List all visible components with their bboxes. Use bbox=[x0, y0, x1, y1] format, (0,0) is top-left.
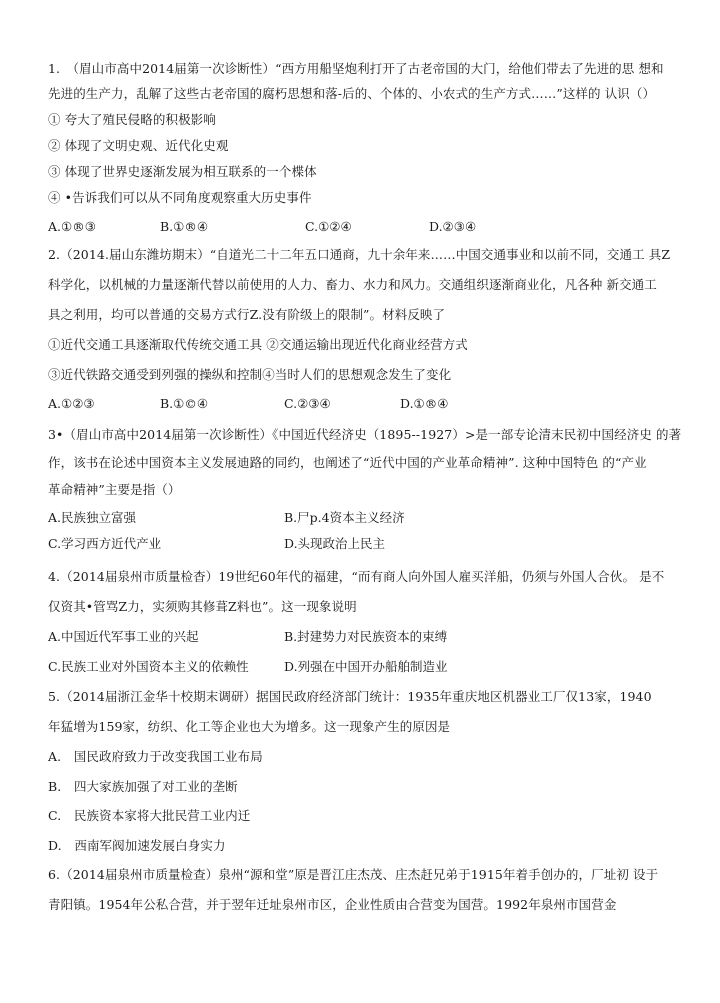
question-1-line-1: 1. （眉山市高中2014届第一次诊断性）“西方用船坚炮利打开了古老帝国的大门，给他们带去了先进的思 想和 bbox=[48, 61, 664, 76]
question-5-option-c: C. 民族资本家将大批民营工业内迁 bbox=[48, 808, 251, 823]
question-6-line-2: 青阳镇。1954年公私合营，并于翌年迁址泉州市区，企业性质由合营变为国营。1992年泉州市国营金 bbox=[48, 897, 617, 912]
question-2-option-a: A.①②③ bbox=[48, 396, 95, 411]
question-5-option-a: A. 国民政府致力于改变我国工业布局 bbox=[48, 749, 263, 764]
question-1-item-2: ② 体现了文明史观、近代化史观 bbox=[48, 138, 229, 153]
question-1-item-3: ③ 体现了世界史逐渐发展为相互联系的一个楪体 bbox=[48, 164, 317, 179]
question-4-option-a: A.中国近代军事工业的兴起 bbox=[48, 629, 199, 644]
question-1-item-4: ④ •告诉我们可以从不同角度观察重大历史事件 bbox=[48, 190, 312, 205]
question-1-option-b: B.①®④ bbox=[160, 219, 209, 234]
question-2-line-1: 2.（2014.届山东潍坊期末）“自道光二十二年五口通商，九十余年来……中国交通事业和以前不同，交通工 具Z bbox=[48, 247, 671, 262]
question-3-line-3: 革命精神”主要是指（） bbox=[48, 482, 181, 497]
question-4-option-b: B.封建势力对民族资本的束缚 bbox=[284, 629, 448, 644]
question-5-option-b: B. 四大家族加强了对工业的垄断 bbox=[48, 779, 238, 794]
question-3-option-a: A.民族独立富强 bbox=[48, 510, 137, 525]
question-3-option-d: D.头现政治上民主 bbox=[284, 536, 386, 551]
question-1-item-1: ① 夸大了殖民侵略的积极影响 bbox=[48, 112, 216, 127]
question-3-option-b: B.尸p.4资本主义经济 bbox=[284, 510, 405, 525]
question-5-option-d: D. 西南军阀加速发展白身实力 bbox=[48, 838, 226, 853]
question-2-option-d: D.①®④ bbox=[400, 396, 449, 411]
question-3-line-2: 作，该书在论述中国资本主义发展迪路的同约，也阐述了“近代中国的产业革命精神”. 这种中国特色 的“产业 bbox=[48, 455, 647, 470]
question-5-line-1: 5.（2014届浙江金华十校期末调研）据国民政府经济部门统计：1935年重庆地区机器业工厂仅13家，1940 bbox=[48, 689, 652, 704]
question-4-line-1: 4.（2014届泉州市质量检杳）19世纪60年代的福建，“而有商人向外国人雇买洋船，仍须与外国人合伙。 是不 bbox=[48, 569, 665, 584]
question-2-item-2: ③近代铁路交通受到列强的操纵和控制④当时人们的思想观念发生了变化 bbox=[48, 367, 452, 382]
question-2-line-2: 科学化，以机械的力量逐渐代替以前使用的人力、畜力、水力和风力。交通组织逐渐商业化，凡各种 新交通工 bbox=[48, 277, 657, 292]
question-1-option-a: A.①®③ bbox=[48, 219, 96, 234]
question-4-line-2: 仅资其•管骂Z力，实须购其修葺Z料也”。这一现象说明 bbox=[48, 599, 357, 614]
question-1-line-2: 先进的生产力，乱解了这些古老帝国的腐朽思想和落-后的、个体的、小农式的生产方式……”这样的 认识（） bbox=[48, 86, 656, 101]
question-6-line-1: 6.（2014届泉州市质量检查）泉州“源和堂”原是晋江庄杰茂、庄杰赶兄弟于1915年着手创办的，厂址初 设于 bbox=[48, 867, 659, 882]
question-2-option-c: C.②③④ bbox=[284, 396, 331, 411]
question-5-line-2: 年猛增为159家，纺织、化工等企业也大为增多。这一现象产生的原因是 bbox=[48, 719, 451, 734]
question-4-option-c: C.民族工业对外国资本主义的依赖性 bbox=[48, 659, 249, 674]
question-1-option-c: C.①②④ bbox=[305, 219, 352, 234]
question-3-line-1: 3•（眉山市高中2014届第一次诊断性）《中国近代经济史（1895--1927）>是一部专论清末民初中国经济史 的著 bbox=[48, 427, 682, 442]
question-4-option-d: D.列强在中国开办船舶制造业 bbox=[284, 659, 448, 674]
question-2-line-3: 具之利用，均可以普通的交易方式行Z.没有阶级上的限制”。材料反映了 bbox=[48, 307, 446, 322]
question-1-option-d: D.②③④ bbox=[429, 219, 477, 234]
question-2-option-b: B.①©④ bbox=[160, 396, 209, 411]
question-3-option-c: C.学习西方近代产业 bbox=[48, 536, 162, 551]
question-2-item-1: ①近代交通工具逐渐取代传统交通工具 ②交通运输出现近代化商业经营方式 bbox=[48, 337, 468, 352]
